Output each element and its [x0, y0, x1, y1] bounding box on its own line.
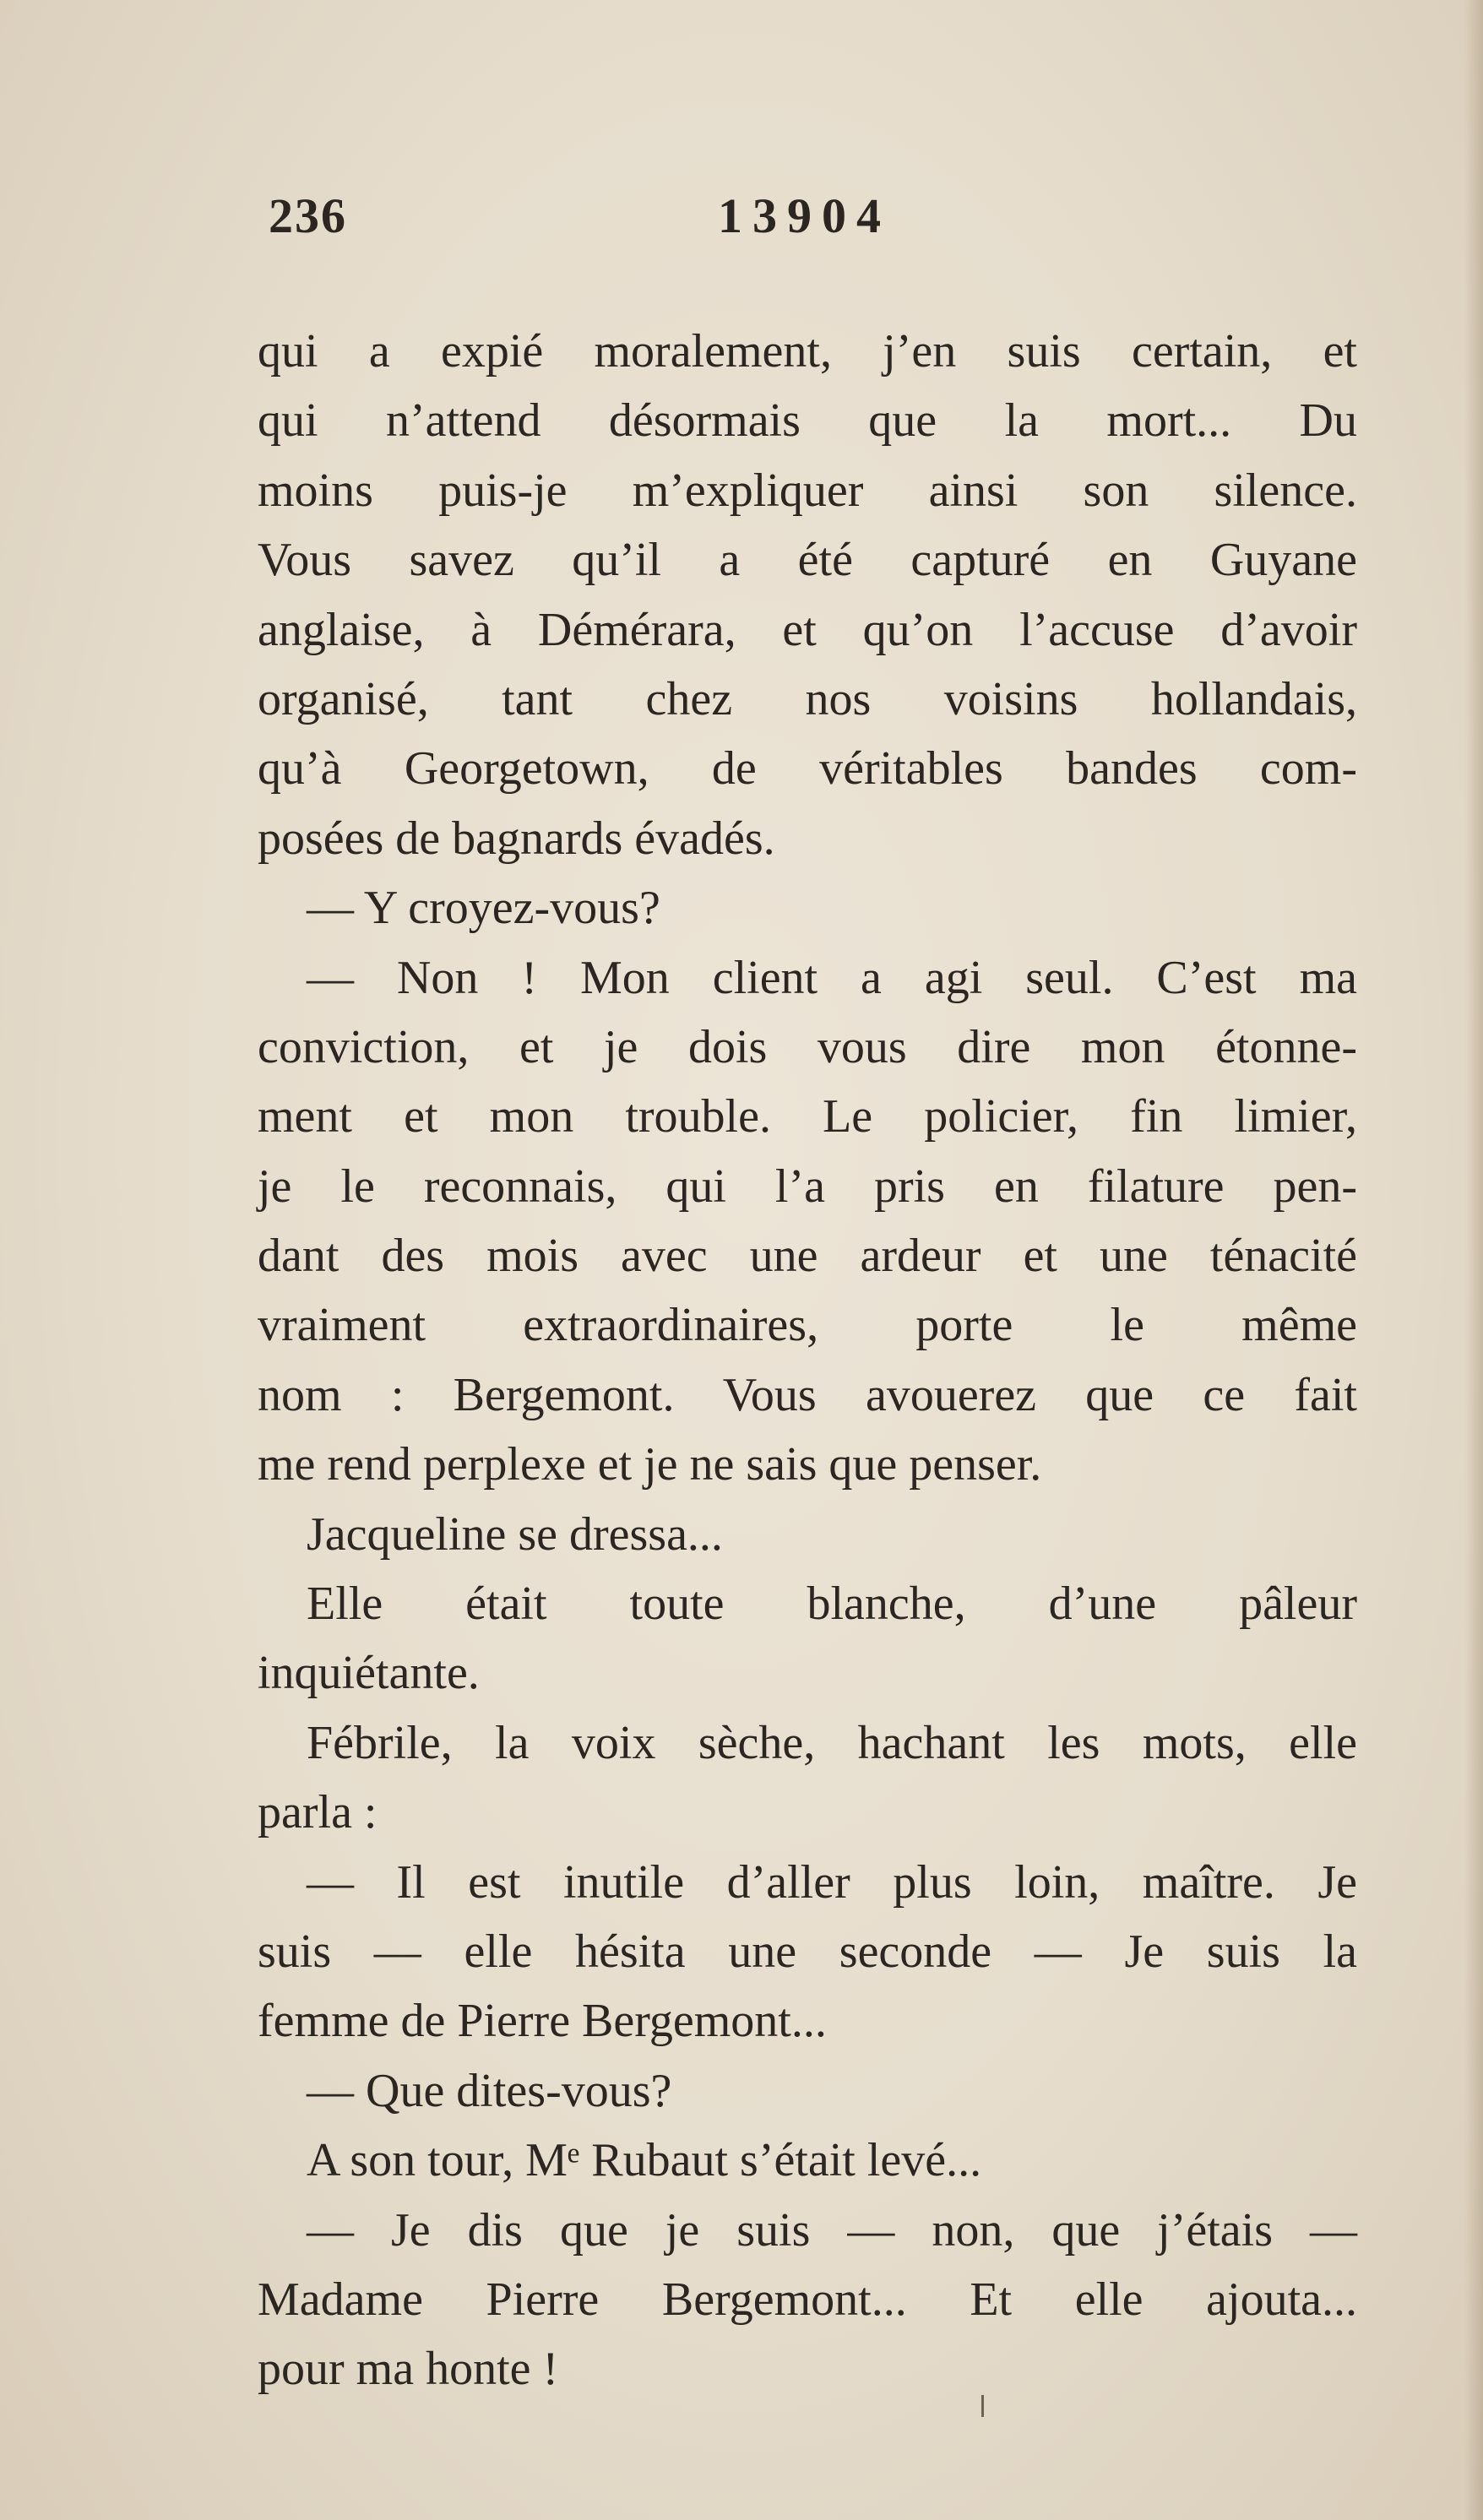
text-line: inquiétante.	[258, 1647, 480, 1700]
text-line: A son tour, Mᵉ Rubaut s’était levé...	[307, 2134, 982, 2187]
text-line: Elle était toute blanche, d’une pâleur	[307, 1578, 1357, 1631]
text-line: Fébrile, la voix sèche, hachant les mots, elle	[307, 1716, 1357, 1769]
text-line: anglaise, à Démérara, et qu’on l’accuse d’avoir	[258, 603, 1357, 656]
text-line: femme de Pierre Bergemont...	[258, 1995, 827, 2048]
text-line: suis — elle hésita une seconde — Je suis la	[258, 1925, 1357, 1978]
text-line: — Y croyez-vous?	[307, 882, 660, 935]
text-line: — Non ! Mon client a agi seul. C’est ma	[307, 951, 1357, 1004]
page-header	[269, 187, 1198, 247]
text-line: nom : Bergemont. Vous avouerez que ce fait	[258, 1368, 1357, 1421]
text-line: me rend perplexe et je ne sais que penser.	[258, 1438, 1042, 1491]
text-line: Jacqueline se dressa...	[307, 1507, 723, 1561]
text-line: qu’à Georgetown, de véritables bandes com-	[258, 742, 1357, 796]
text-line: ment et mon trouble. Le policier, fin limier,	[258, 1090, 1357, 1143]
page-edge-shadow	[1464, 0, 1483, 2520]
text-line: — Je dis que je suis — non, que j’étais —	[307, 2203, 1357, 2257]
text-line: conviction, et je dois vous dire mon étonne-	[258, 1020, 1357, 1073]
running-title: 13904	[718, 188, 891, 243]
text-line: dant des mois avec une ardeur et une ténacité	[258, 1230, 1357, 1283]
print-speck	[981, 2395, 984, 2417]
page-number: 236	[269, 188, 347, 243]
text-line: pour ma honte !	[258, 2343, 559, 2396]
text-line: — Il est inutile d’aller plus loin, maître. Je	[307, 1855, 1357, 1909]
text-line: Madame Pierre Bergemont... Et elle ajouta...	[258, 2273, 1357, 2326]
text-line: Vous savez qu’il a été capturé en Guyane	[258, 534, 1357, 587]
text-line: je le reconnais, qui l’a pris en filature pen-	[258, 1160, 1357, 1213]
text-line: posées de bagnards évadés.	[258, 812, 775, 865]
text-line: qui n’attend désormais que la mort... Du	[258, 394, 1357, 448]
text-line: vraiment extraordinaires, porte le même	[258, 1299, 1357, 1352]
text-line: — Que dites-vous?	[307, 2064, 672, 2117]
text-line: parla :	[258, 1786, 378, 1839]
body-text	[258, 317, 1357, 2404]
text-line: qui a expié moralement, j’en suis certain, et	[258, 325, 1357, 377]
text-line: organisé, tant chez nos voisins hollandais,	[258, 672, 1357, 725]
text-line: moins puis-je m’expliquer ainsi son silence.	[258, 464, 1357, 517]
